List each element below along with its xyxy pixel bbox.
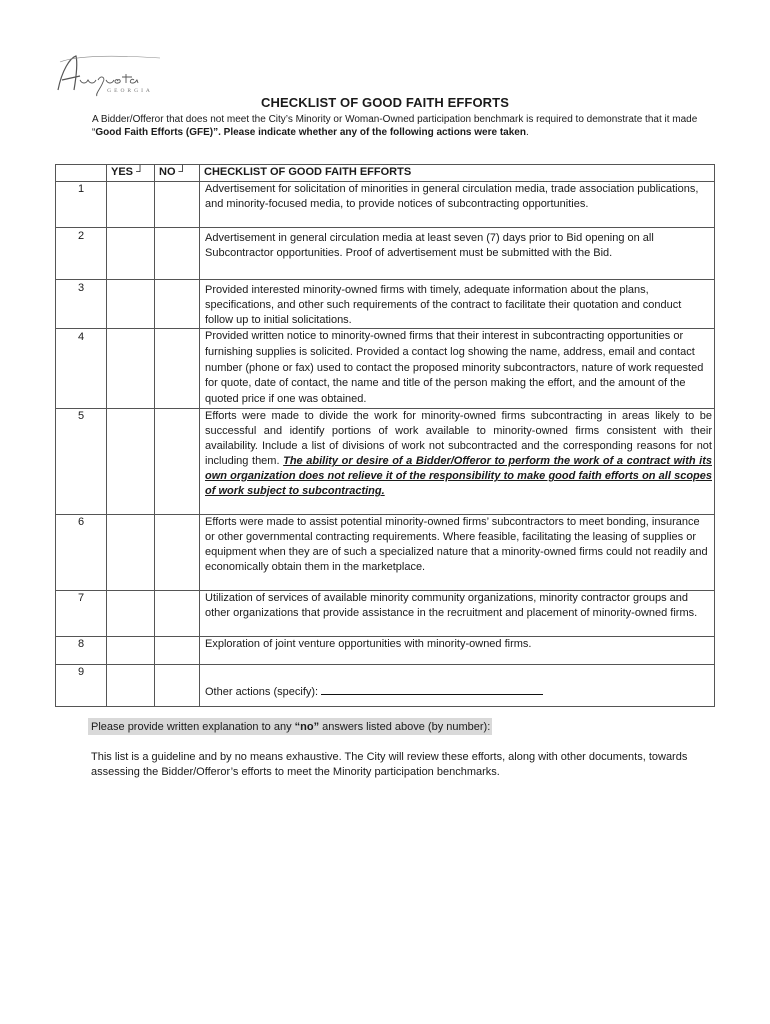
checklist-table [55,164,715,707]
row-description: Advertisement in general circulation media at least seven (7) days prior to Bid opening on all Subcontractor opportunities. Proof of advertisement must be submitted with the Bid. [200,228,715,280]
intro-paragraph [92,113,722,139]
specify-input-line[interactable] [321,684,543,695]
header-description: CHECKLIST OF GOOD FAITH EFFORTS [200,165,715,182]
row-emphasis: The ability or desire of a Bidder/Offeror to perform the work of a contract with its own organization does not relieve it of the responsibility to make good faith efforts on all scopes of work subject to subcontracting. [205,455,712,497]
note-no-bold: “no” [294,721,320,733]
yes-checkbox-cell[interactable] [107,228,155,280]
row-number: 9 [56,665,107,707]
row-description: Exploration of joint venture opportunities with minority-owned firms. [200,637,715,665]
no-checkbox-cell[interactable] [155,182,200,228]
intro-end: . [525,127,529,138]
header-no: NO ┘ [155,165,200,182]
yes-checkbox-cell[interactable] [107,329,155,409]
table-row [56,515,715,591]
note-text: Please provide written explanation to any [91,721,295,733]
yes-checkbox-cell[interactable] [107,665,155,707]
row-text: Efforts were made to divide the work for minority-owned firms subcontracting in areas likely to be successful and identify portions of work available to minority-owned firms consistent with their availability. Include a list of divisions of work not subcontracted and the corresponding reasons for not including them. [205,410,712,467]
row-number: 8 [56,637,107,665]
row-number: 1 [56,182,107,228]
row-description: Advertisement for solicitation of minorities in general circulation media, trade association publications, and minority-focused media, to provide notices of subcontracting opportunities. [200,182,715,228]
row-description [200,409,715,515]
no-checkbox-cell[interactable] [155,665,200,707]
row-number: 2 [56,228,107,280]
table-row [56,329,715,409]
closing-paragraph: This list is a guideline and by no means exhaustive. The City will review these efforts, along with other documents, towards assessing the Bidder/Offeror’s efforts to meet the Minority participation benchmarks. [91,751,688,778]
no-checkbox-cell[interactable] [155,228,200,280]
logo-subtitle: GEORGIA [107,88,153,94]
row-description: Provided interested minority-owned firms with timely, adequate information about the plans, specifications, and other such requirements of the contract to facilitate their quotation and conduct follow up to initial solicitations. [200,280,715,329]
no-checkbox-cell[interactable] [155,591,200,637]
no-checkbox-cell[interactable] [155,409,200,515]
row-description: Provided written notice to minority-owned firms that their interest in subcontracting opportunities or furnishing supplies is solicited. Provided a contact log showing the name, address, email and contact number (phone or fax) used to contact the proposed minority subcontractors, nature of work requested for quote, date of contact, the name and title of the person making the effort, and the amount of the quoted price if one was obtained. [200,329,715,409]
yes-checkbox-cell[interactable] [107,182,155,228]
yes-checkbox-cell[interactable] [107,280,155,329]
table-header-row [56,165,715,182]
no-checkbox-cell[interactable] [155,515,200,591]
no-checkbox-cell[interactable] [155,329,200,409]
intro-gfe-bold: Good Faith Efforts (GFE)”. Please indicate whether any of the following actions were taken [95,127,526,138]
header-number [56,165,107,182]
yes-checkbox-cell[interactable] [107,591,155,637]
header-yes: YES ┘ [107,165,155,182]
explanation-prompt [88,718,492,735]
table-row [56,228,715,280]
table-row [56,665,715,707]
table-row [56,280,715,329]
yes-checkbox-cell[interactable] [107,637,155,665]
table-row [56,591,715,637]
note-text-end: answers listed above (by number): [319,721,491,733]
row-description: Efforts were made to assist potential minority-owned firms’ subcontractors to meet bonding, insurance or other governmental contracting requirements. Where feasible, facilitating the leasing of supplies or equipment when they are of such a specialized nature that a minority-owned firms could not readily and economically obtain them in the marketplace. [200,515,715,591]
page-title: CHECKLIST OF GOOD FAITH EFFORTS [261,95,509,110]
table-row [56,409,715,515]
row-number: 6 [56,515,107,591]
other-actions-label: Other actions (specify): [205,686,319,698]
row-number: 3 [56,280,107,329]
row-number: 5 [56,409,107,515]
augusta-logo [40,50,170,100]
row-description: Utilization of services of available minority community organizations, minority contractor groups and other organizations that provide assistance in the recruitment and placement of minority-owned firms. [200,591,715,637]
yes-checkbox-cell[interactable] [107,409,155,515]
no-checkbox-cell[interactable] [155,280,200,329]
row-number: 4 [56,329,107,409]
row-description [200,665,715,707]
row-number: 7 [56,591,107,637]
table-row [56,637,715,665]
intro-text: A Bidder/Offeror that does not meet the City’s Minority or Woman-Owned participation benchmark is required to demonstrate that it made “ [92,114,698,138]
no-checkbox-cell[interactable] [155,637,200,665]
table-row [56,182,715,228]
yes-checkbox-cell[interactable] [107,515,155,591]
